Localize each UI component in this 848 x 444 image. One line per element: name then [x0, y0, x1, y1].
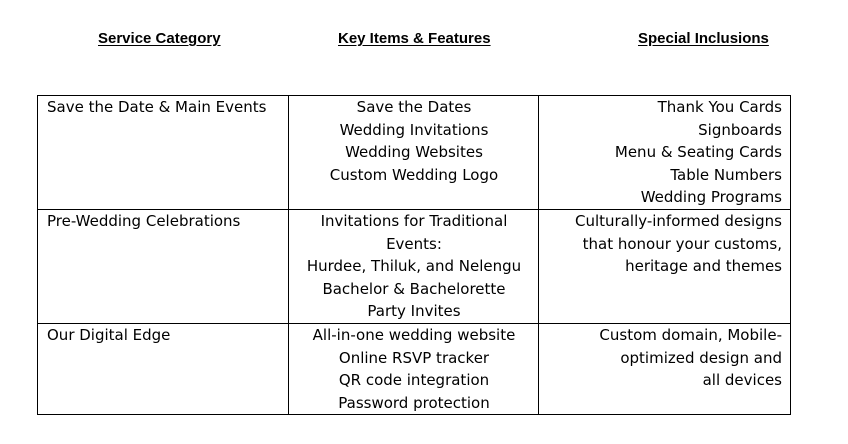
inclusions-cell [539, 323, 791, 414]
inclusion-line: Menu & Seating Cards [614, 143, 782, 162]
category-cell [38, 323, 289, 414]
inclusion-line: all devices [702, 371, 782, 390]
item-line: QR code integration [338, 371, 490, 390]
category-cell [38, 209, 289, 323]
header-special-inclusions: Special Inclusions [638, 30, 769, 47]
item-line: Bachelor & Bachelorette [322, 279, 506, 298]
inclusion-line: Thank You Cards [657, 98, 782, 116]
header-key-items: Key Items & Features [338, 30, 491, 47]
inclusion-line: optimized design and [620, 348, 782, 367]
inclusions-cell [539, 96, 791, 210]
item-line: Wedding Invitations [339, 120, 489, 139]
inclusion-line: Culturally-informed designs [575, 211, 782, 230]
inclusion-line: that honour your customs, [582, 234, 782, 253]
table-row [38, 96, 791, 210]
inclusions-cell [539, 209, 791, 323]
item-line: Party Invites [367, 302, 461, 321]
item-line: Hurdee, Thiluk, and Nelengu [306, 257, 522, 276]
inclusion-line: Signboards [698, 120, 782, 139]
item-line: Password protection [338, 393, 490, 412]
items-cell [289, 96, 539, 210]
item-line: Events: [386, 234, 442, 253]
table-row [38, 209, 791, 323]
item-line: Invitations for Traditional [320, 211, 508, 230]
item-line: Wedding Websites [345, 143, 483, 162]
table-row [38, 323, 791, 414]
category-label: Save the Date & Main Events [47, 98, 267, 116]
header-service-category: Service Category [98, 30, 221, 47]
items-cell [289, 209, 539, 323]
item-line: Save the Dates [356, 98, 472, 116]
inclusion-line: Wedding Programs [640, 188, 782, 207]
items-cell [289, 323, 539, 414]
item-line: Online RSVP tracker [338, 348, 490, 367]
inclusion-line: Custom domain, Mobile- [599, 325, 782, 344]
item-line: Custom Wedding Logo [329, 165, 499, 184]
services-table [37, 95, 791, 415]
item-line: All-in-one wedding website [312, 325, 516, 344]
inclusion-line: heritage and themes [625, 257, 782, 276]
category-cell [38, 96, 289, 210]
category-label: Our Digital Edge [47, 325, 171, 344]
category-label: Pre-Wedding Celebrations [47, 211, 241, 230]
inclusion-line: Table Numbers [670, 165, 782, 184]
